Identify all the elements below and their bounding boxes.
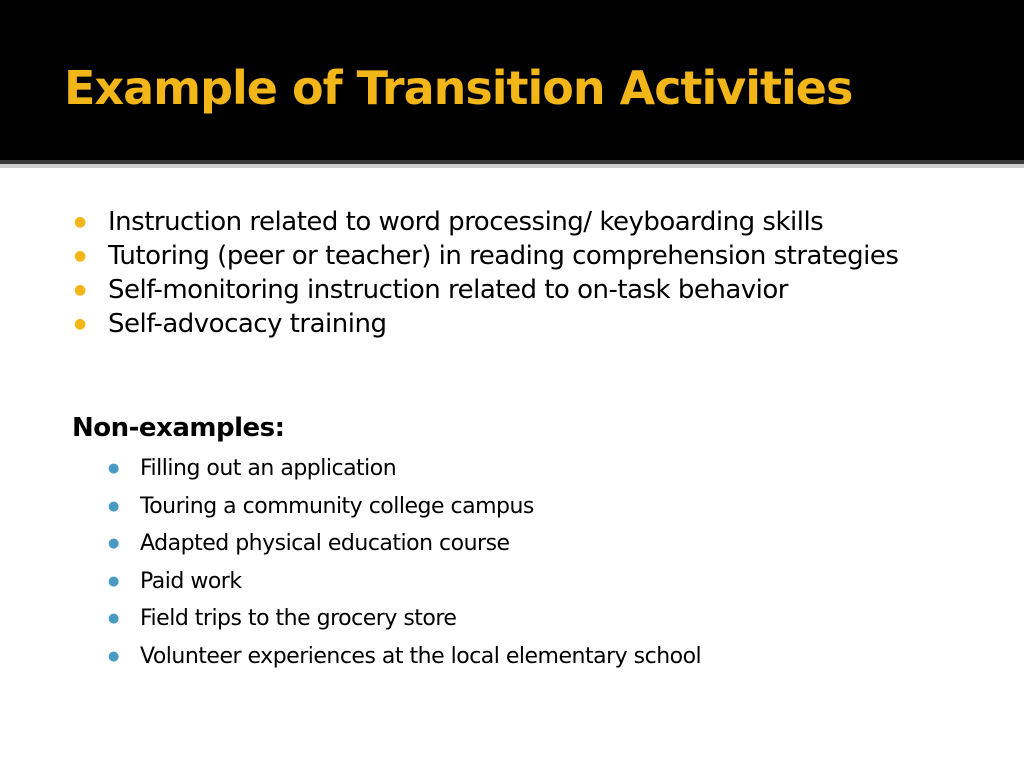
list-item: [108, 450, 988, 488]
bullet-icon: ●: [108, 573, 119, 589]
bullet-icon: ●: [108, 648, 119, 664]
bullet-icon: ●: [74, 316, 86, 332]
list-item: [108, 600, 988, 638]
list-item-text: Self-advocacy training: [108, 309, 387, 339]
list-item-text: Paid work: [140, 568, 242, 594]
list-item-text: Tutoring (peer or teacher) in reading comprehension strategies: [108, 241, 899, 271]
bullet-icon: ●: [74, 248, 86, 264]
list-item: [74, 239, 974, 273]
list-item: [108, 638, 988, 676]
bullet-icon: ●: [74, 214, 86, 230]
list-item: [74, 307, 974, 341]
list-item: [108, 488, 988, 526]
list-item-text: Self-monitoring instruction related to on-task behavior: [108, 275, 788, 305]
bullet-icon: ●: [74, 282, 86, 298]
list-item: [74, 273, 974, 307]
list-item-text: Filling out an application: [140, 456, 397, 481]
bullet-icon: ●: [108, 461, 119, 476]
examples-list: [74, 205, 974, 341]
non-examples-list: [108, 450, 988, 676]
bullet-icon: ●: [108, 611, 119, 627]
list-item-text: Volunteer experiences at the local elementary school: [140, 643, 702, 669]
list-item-text: Touring a community college campus: [140, 493, 534, 519]
list-item-text: Adapted physical education course: [140, 531, 510, 557]
slide-title: Example of Transition Activities: [64, 61, 853, 115]
non-examples-heading: Non-examples:: [72, 413, 285, 443]
list-item-text: Instruction related to word processing/ keyboarding skills: [108, 207, 824, 237]
bullet-icon: ●: [108, 536, 119, 552]
list-item: [108, 563, 988, 601]
list-item-text: Field trips to the grocery store: [140, 606, 457, 632]
list-item: [74, 205, 974, 239]
list-item: [108, 525, 988, 563]
bullet-icon: ●: [108, 498, 119, 514]
